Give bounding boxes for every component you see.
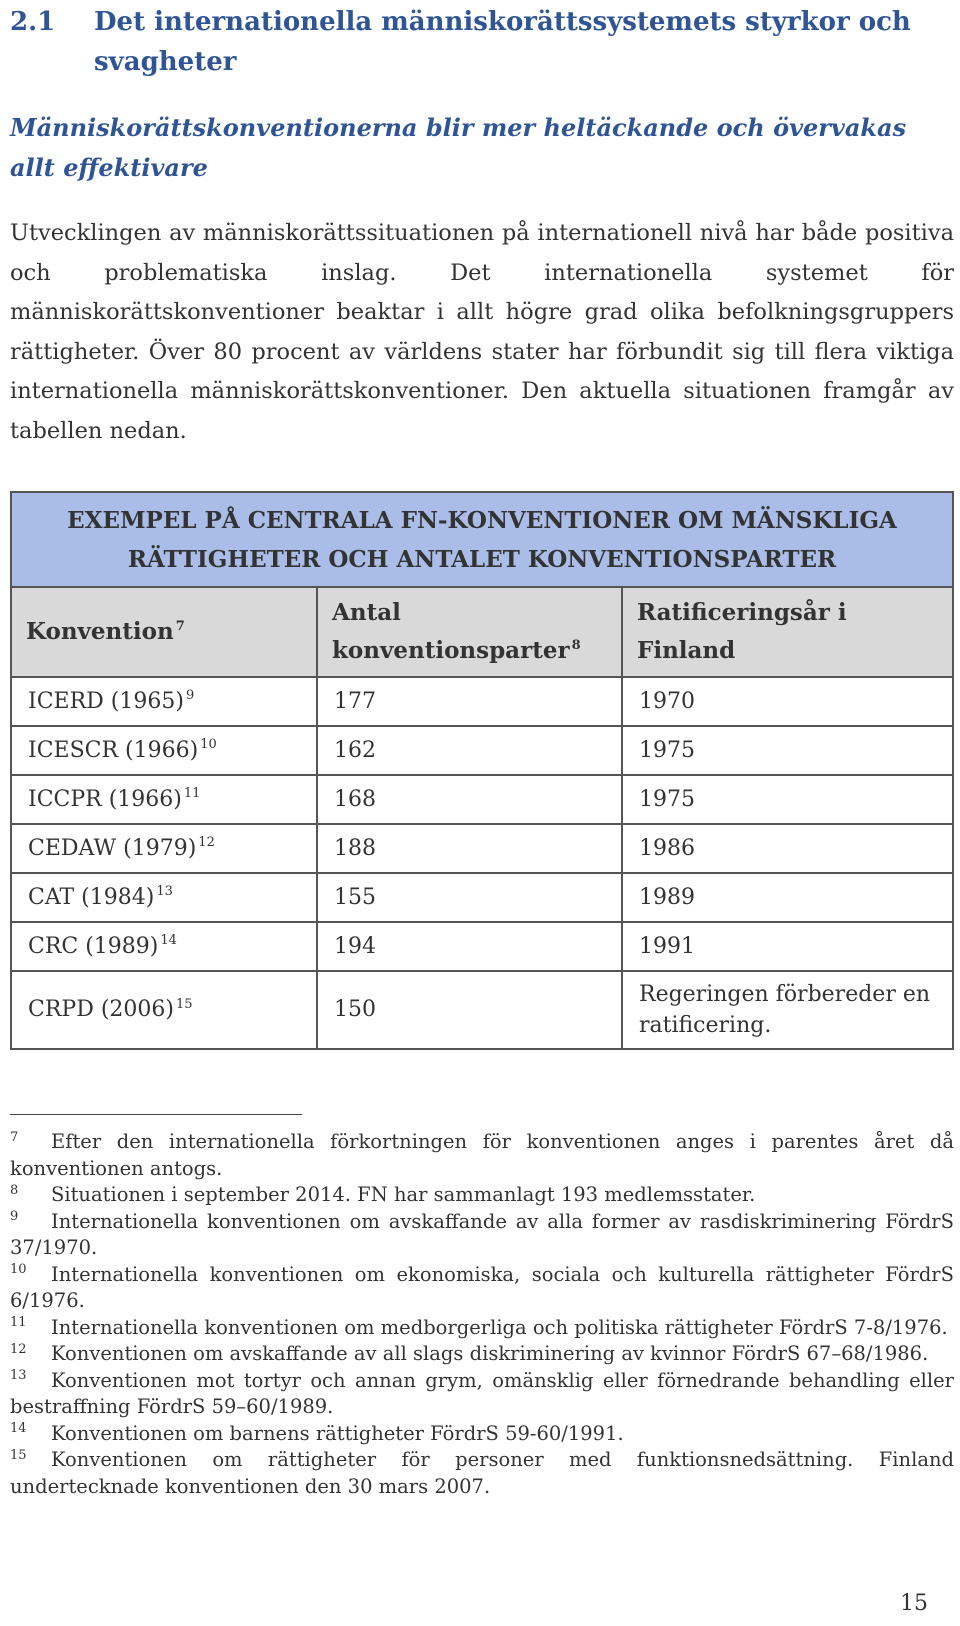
footnote: 7 Efter den internationella förkortningen för konventionen anges i parentes året då konventionen antogs. bbox=[10, 1129, 954, 1180]
table-row bbox=[12, 824, 952, 873]
footnote-ref: 14 bbox=[160, 933, 177, 949]
cell-convention bbox=[12, 922, 317, 971]
header-label: Antal konventionsparter bbox=[332, 599, 570, 664]
footnote: 8 Situationen i september 2014. FN har sammanlagt 193 medlemsstater. bbox=[10, 1182, 756, 1206]
footnote: 11 Internationella konventionen om medborgerliga och politiska rättigheter FördrS 7-8/1976. bbox=[10, 1315, 948, 1339]
conventions-table-box bbox=[10, 491, 954, 1050]
footnote: 15 Konventionen om rättigheter för personer med funktionsnedsättning. Finland undertecknade konventionen den 30 mars 2007. bbox=[10, 1447, 954, 1498]
footnote-text: Situationen i september 2014. FN har sammanlagt 193 medlemsstater. bbox=[51, 1183, 756, 1206]
footnote-text: Internationella konventionen om medborgerliga och politiska rättigheter FördrS 7-8/1976. bbox=[51, 1315, 948, 1339]
footnote: 13 Konventionen mot tortyr och annan grym, omänsklig eller förnedrande behandling eller bestraffning FördrS 59–60/1989. bbox=[10, 1368, 954, 1418]
footnote: 9 Internationella konventionen om avskaffande av alla former av rasdiskriminering FördrS 37/1970. bbox=[10, 1209, 954, 1259]
body-paragraph: Utvecklingen av människorättssituationen på internationell nivå har både positiva och problematiska inslag. Det internationella systemet för människorättskonventioner beaktar i allt högre grad olika befolkningsgruppers rättigheter. Över 80 procent av världens stater har förbundit sig till flera viktiga internationella människorättskonventioner. Den aktuella situationen framgår av tabellen nedan. bbox=[10, 220, 954, 444]
convention-name: CAT (1984) bbox=[28, 884, 155, 910]
cell-year: 1991 bbox=[622, 922, 952, 971]
cell-convention bbox=[12, 824, 317, 873]
cell-parties: 155 bbox=[317, 873, 622, 922]
cell-year: 1986 bbox=[622, 824, 952, 873]
cell-convention bbox=[12, 677, 317, 726]
table-header-row bbox=[12, 588, 952, 677]
table-row bbox=[12, 775, 952, 824]
convention-name: CRC (1989) bbox=[28, 933, 159, 959]
cell-year: 1989 bbox=[622, 873, 952, 922]
page-number: 15 bbox=[900, 1591, 928, 1616]
table-row bbox=[12, 922, 952, 971]
convention-name: ICERD (1965) bbox=[28, 688, 184, 714]
table-row bbox=[12, 873, 952, 922]
cell-convention bbox=[12, 775, 317, 824]
table-caption: EXEMPEL PÅ CENTRALA FN-KONVENTIONER OM MÄNSKLIGA RÄTTIGHETER OCH ANTALET KONVENTIONSPARTER bbox=[12, 493, 952, 588]
conventions-table bbox=[12, 588, 952, 1048]
footnote: 12 Konventionen om avskaffande av all slags diskriminering av kvinnor FördrS 67–68/1986. bbox=[10, 1341, 929, 1365]
cell-convention bbox=[12, 971, 317, 1048]
footnote-ref: 8 bbox=[571, 638, 581, 654]
cell-parties: 177 bbox=[317, 677, 622, 726]
footnote-text: Konventionen om rättigheter för personer med funktionsnedsättning. Finland undertecknade konventionen den 30 mars 2007. bbox=[10, 1448, 954, 1498]
cell-parties: 188 bbox=[317, 824, 622, 873]
cell-parties: 150 bbox=[317, 971, 622, 1048]
footnote: 14 Konventionen om barnens rättigheter FördrS 59-60/1991. bbox=[10, 1421, 624, 1445]
footnote-ref: 12 bbox=[198, 835, 215, 851]
footnote-ref: 11 bbox=[183, 786, 201, 802]
cell-year: 1975 bbox=[622, 726, 952, 775]
header-label: Ratificeringsår i Finland bbox=[637, 599, 847, 664]
convention-name: CEDAW (1979) bbox=[28, 835, 197, 861]
cell-year: 1970 bbox=[622, 677, 952, 726]
footnote-divider bbox=[10, 1114, 302, 1115]
convention-name: ICCPR (1966) bbox=[28, 786, 182, 812]
convention-name: ICESCR (1966) bbox=[28, 737, 199, 763]
footnote-ref: 13 bbox=[156, 884, 173, 900]
footnote-ref: 7 bbox=[175, 619, 185, 635]
footnote-ref: 10 bbox=[200, 737, 217, 753]
table-row bbox=[12, 726, 952, 775]
footnote-ref: 15 bbox=[176, 996, 193, 1012]
section-number: 2.1 bbox=[10, 7, 56, 37]
table-row bbox=[12, 677, 952, 726]
section-subtitle: Människorättskonventionerna blir mer heltäckande och övervakas allt effektivare bbox=[10, 113, 907, 182]
header-year bbox=[622, 588, 952, 677]
section-heading bbox=[10, 0, 954, 82]
table-row bbox=[12, 971, 952, 1048]
footnotes bbox=[10, 1129, 954, 1500]
document-page bbox=[10, 0, 954, 1500]
cell-convention bbox=[12, 726, 317, 775]
section-title: Det internationella människorättssystemets styrkor och svagheter bbox=[94, 7, 911, 77]
footnote-text: Internationella konventionen om ekonomiska, sociala och kulturella rättigheter FördrS 6/1976. bbox=[10, 1262, 954, 1312]
cell-year: 1975 bbox=[622, 775, 952, 824]
convention-name: CRPD (2006) bbox=[28, 997, 174, 1022]
footnote-ref: 9 bbox=[185, 688, 195, 704]
footnote-text: Konventionen mot tortyr och annan grym, omänsklig eller förnedrande behandling eller bestraffning FördrS 59–60/1989. bbox=[10, 1368, 954, 1418]
footnote-text: Konventionen om barnens rättigheter FördrS 59-60/1991. bbox=[51, 1421, 624, 1445]
cell-parties: 168 bbox=[317, 775, 622, 824]
footnote: 10 Internationella konventionen om ekonomiska, sociala och kulturella rättigheter FördrS 6/1976. bbox=[10, 1262, 954, 1312]
footnote-text: Internationella konventionen om avskaffande av alla former av rasdiskriminering FördrS 37/1970. bbox=[10, 1209, 954, 1259]
footnote-text: Efter den internationella förkortningen för konventionen anges i parentes året då konventionen antogs. bbox=[10, 1130, 954, 1180]
header-label: Konvention bbox=[26, 618, 174, 645]
cell-year: Regeringen förbereder en ratificering. bbox=[622, 971, 952, 1048]
header-parties bbox=[317, 588, 622, 677]
footnote-text: Konventionen om avskaffande av all slags diskriminering av kvinnor FördrS 67–68/1986. bbox=[51, 1342, 929, 1365]
cell-convention bbox=[12, 873, 317, 922]
cell-parties: 162 bbox=[317, 726, 622, 775]
cell-parties: 194 bbox=[317, 922, 622, 971]
header-convention bbox=[12, 588, 317, 677]
